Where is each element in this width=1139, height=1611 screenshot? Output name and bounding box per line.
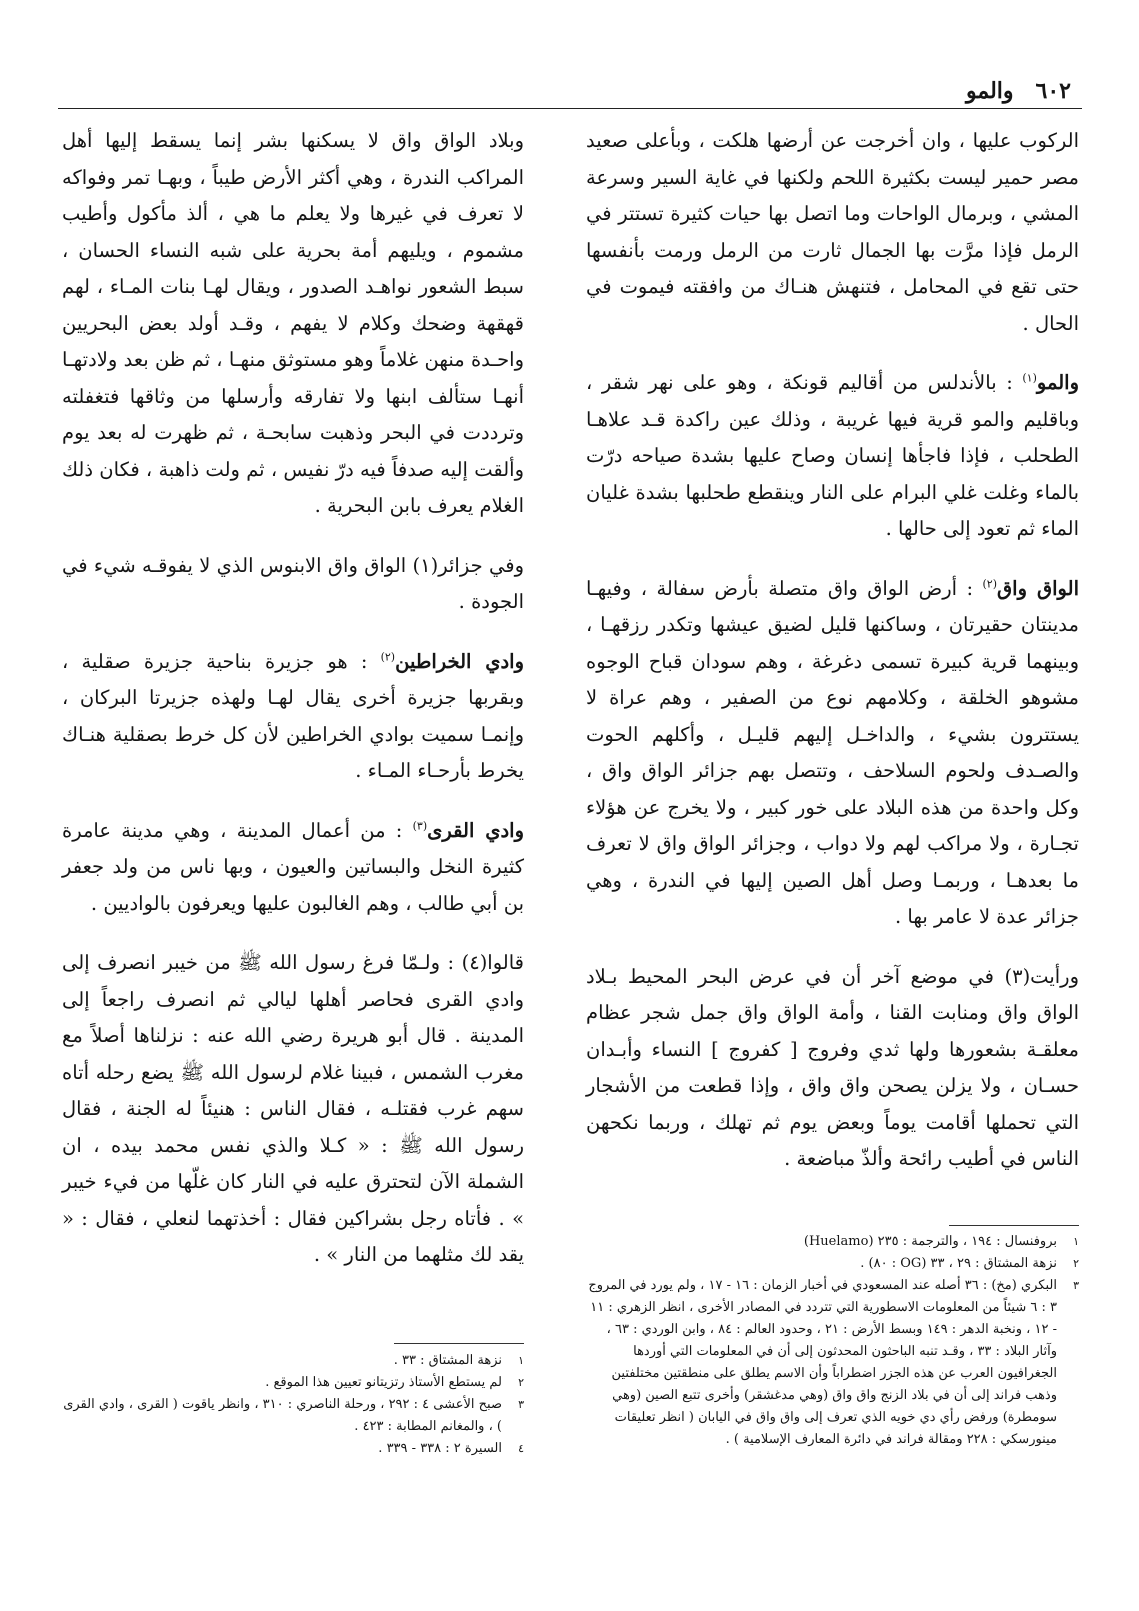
footnote-number: ٤ (518, 1442, 524, 1455)
left-footnotes (62, 1350, 524, 1460)
footnote-text: لم يستطع الأستاذ رتزيتانو تعيين هذا الموقع . (265, 1375, 502, 1390)
paragraph-text: : بالأندلس من أقاليم قونكة ، وهو على نهر شقر ، وباقليم والمو قرية فيها غريبة ، وذلك عين راكدة قـد علاهـا الطحلب ، فإذا فاجأها إنسان وصاح عليها بشدة صياحه درّت بالماء وغلت غلي البرام على النار وينقطع طحلبها بشدة غليان الماء ثم تعود إلى حالها . (586, 371, 1079, 540)
entry-paragraph (62, 644, 524, 790)
footnote-ref: (١) (1022, 371, 1037, 385)
entry-paragraph (586, 571, 1079, 936)
footnote-text: نزهة المشتاق : ٣٣ . (393, 1353, 502, 1368)
footnote-text: صبح الأعشى ٤ : ٢٩٢ ، ورحلة الناصري : ٣١٠ ، وانظر ياقوت ( القرى ، وادي القرى ) ، والمغانم المطابة : ٤٢٣ . (63, 1397, 502, 1434)
paragraph-text: الركوب عليها ، وان أخرجت عن أرضها هلكت ، وبأعلى صعيد مصر حمير ليست بكثيرة اللحم ولكنها في غاية السير وسرعة المشي ، وبرمال الواحات وما اتصل بها حيات كثيرة تستتر في الرمل فإذا مرَّت بها الجمال ثارت من الرمل ورمت بأنفسها حتى تقع في المحامل ، فتنهش هنـاك من وافقته فيموت في الحال . (586, 129, 1079, 335)
paragraph-text: : هو جزيرة بناحية جزيرة صقلية ، وبقربها جزيرة أخرى يقال لهـا ولهذه جزيرتا البركان ، وإنمـا سميت بوادي الخراطين لأن كل خرط بصقلية هنـاك يخرط بأرحـاء المـاء . (62, 649, 524, 782)
footnote (62, 1394, 524, 1438)
footnote (586, 1253, 1079, 1275)
footnote (586, 1275, 1079, 1451)
footnote-text: البكري (مخ) : ٣٦ أصله عند المسعودي في أخبار الزمان : ١٦ - ١٧ ، ولم يورد في المروج ٣ : ٦ شيئاً من المعلومات الاسطورية التي تتردد في المصادر الأخرى ، انظر الزهري : ١١ - ١٢ ، ونخبة الدهر : ١٤٩ وبسط الأرض : ٢١ ، وحدود العالم : ٨٤ ، وابن الوردي : ٦٣ ، وآثار البلاد : ٣٣ ، وقـد تنبه الباحثون المحدثون إلى أن في المعلومات التي أوردها الجغرافيون العرب عن هذه الجزر اضطراباً وأن الاسم يطلق على منطقتين مختلفتين وذهب فراند إلى أن في بلاد الزنج واق واق (وهي مدغشقر) وأخرى تتبع الصين (وهي سومطرة) ورفض رأي دي خويه الذي تعرف إلى واق واق في اليابان ( انظر تعليقات مينورسكي : ٢٢٨ ومقالة فراند في دائرة المعارف الإسلامية ) . (588, 1278, 1057, 1447)
paragraph-text: وفي جزائر(١) الواق واق الابنوس الذي لا يفوقـه شيء في الجودة . (62, 553, 524, 613)
footnote-number: ٣ (518, 1398, 524, 1411)
footnote-text: السيرة ٢ : ٣٣٨ - ٣٣٩ . (378, 1441, 502, 1456)
footnote-text: نزهة المشتاق : ٢٩ ، ٣٣ (OG : ٨٠) . (860, 1256, 1057, 1271)
left-column (62, 123, 524, 1297)
entry-headword: والمو (1036, 371, 1079, 394)
entry-paragraph (62, 813, 524, 923)
footnote-text: بروفنسال : ١٩٤ ، والترجمة : ٢٣٥ (Huelamo) (803, 1234, 1057, 1249)
paragraph (62, 945, 524, 1274)
paragraph (586, 123, 1079, 342)
footnote (62, 1372, 524, 1394)
footnote-number: ٢ (1073, 1257, 1079, 1270)
footnote-rule (949, 1225, 1079, 1226)
paragraph (62, 123, 524, 525)
footnote-ref: (٢) (982, 577, 998, 590)
footnote-number: ٢ (518, 1376, 524, 1389)
right-column (586, 123, 1079, 1201)
paragraph-text: ورأيت(٣) في موضع آخر أن في عرض البحر المحيط بـلاد الواق واق ومنابت القنا ، وأمة الواق واق جمل شجر عظام معلقـة بشعورها ولها ثدي وفروج [ كفروج ] النساء وأبـدان حسـان ، ولا يزلن يصحن واق واق ، وإذا قطعت من الأشجار التي تحملها أقامت يوماً وبعض يوم ثم تهلك ، وربما نكحهن الناس في أطيب رائحة وألذّ مباضعة . (586, 964, 1079, 1170)
entry-paragraph (586, 365, 1079, 548)
paragraph-text: : أرض الواق واق متصلة بأرض سفالة ، وفيهـا مدينتان حقيرتان ، وساكنها قليل لضيق عيشها وتكدر رزقهـا ، وبينهما قرية كبيرة تسمى دغرغة ، وهم سودان قباح الوجوه مشوهو الخلقة ، وكلامهم نوع من الصفير ، وهم عراة لا يستترون بشيء ، والداخـل إليهم قليـل ، وأكلهم الحوت والصـدف ولحوم السلاحف ، وتتصل بهم جزائر الواق واق ، وكل واحدة من هذه البلاد على خور كبير ، ولا يخرج عن هؤلاء تجـارة ، ولا مراكب لهم ولا دواب ، وجزائر الواق واق لا تعرف ما بعدهـا ، وربمـا وصل أهل الصين إليها في الندرة ، وهي جزائر عدة لا عامر بها . (586, 576, 1079, 928)
footnote (62, 1350, 524, 1372)
footnote-rule (394, 1343, 524, 1344)
page-number: ٦٠٢ (1035, 78, 1071, 104)
entry-headword: الواق واق (997, 576, 1079, 600)
paragraph-text: وبلاد الواق واق لا يسكنها بشر إنما يسقط إليها أهل المراكب الندرة ، وهي أكثر الأرض طيباً ، وبهـا تمر وفواكه لا تعرف في غيرها ولا يعلم ما هي ، ألذ مأكول وأطيب مشموم ، ويليهم أمة بحرية على شبه النساء الحسان ، سبط الشعور نواهـد الصدور ، ويقال لهـا بنات المـاء ، لهم قهقهة وضحك وكلام لا يفهم ، وقـد أولد بعض البحريين واحـدة منهن غلاماً وهو مستوثق منهـا ، ثم ظن بعد ولادتهـا أنهـا ستألف ابنها ولا تفارقه وأرسلها من وثاقها فتغفلته وترددت في البحر وذهبت سابحـة ، ثم ظهرت له بعد يوم وألقت إليه صدفاً فيه درّ نفيس ، ثم ولت ذاهبة ، فكان ذلك الغلام يعرف بابن البحرية . (62, 129, 524, 517)
footnote-ref: (٣) (412, 819, 428, 832)
paragraph (62, 548, 524, 621)
paragraph-text: قالوا(٤) : ولـمّا فرغ رسول الله ﷺ من خيبر انصرف إلى وادي القرى فحاصر أهلها ليالي ثم انصرف راجعاً إلى المدينة . قال أبو هريرة رضي الله عنه : نزلناها أصلاً مع مغرب الشمس ، فبينا غلام لرسول الله ﷺ يضع رحله أتاه سهم غرب فقتلـه ، فقال الناس : هنيئاً له الجنة ، فقال رسول الله ﷺ : « كـلا والذي نفس محمد بيده ، ان الشملة الآن لتحترق عليه في النار كان غلّها من فيء خيبر » . فأتاه رجل بشراكين فقال : أخذتهما لنعلي ، فقال : « يقد لك مثلهما من النار » . (62, 951, 524, 1266)
footnote-number: ١ (1073, 1235, 1079, 1248)
paragraph-text: : من أعمال المدينة ، وهي مدينة عامرة كثيرة النخل والبساتين والعيون ، وبها ناس من ولد جعفر بن أبي طالب ، وهم الغالبون عليها ويعرفون بالواديين . (62, 818, 524, 915)
entry-headword: وادي الخراطين (395, 649, 524, 673)
entry-headword: وادي القرى (427, 818, 524, 842)
paragraph (586, 959, 1079, 1178)
footnote-number: ١ (518, 1354, 524, 1367)
header-rule (58, 108, 1082, 109)
running-title: والمو (966, 78, 1014, 104)
footnote (586, 1231, 1079, 1253)
footnote-ref: (٢) (380, 650, 396, 663)
page-header (70, 68, 1071, 104)
right-footnotes (586, 1231, 1079, 1451)
footnote (62, 1438, 524, 1460)
footnote-number: ٣ (1073, 1279, 1079, 1292)
